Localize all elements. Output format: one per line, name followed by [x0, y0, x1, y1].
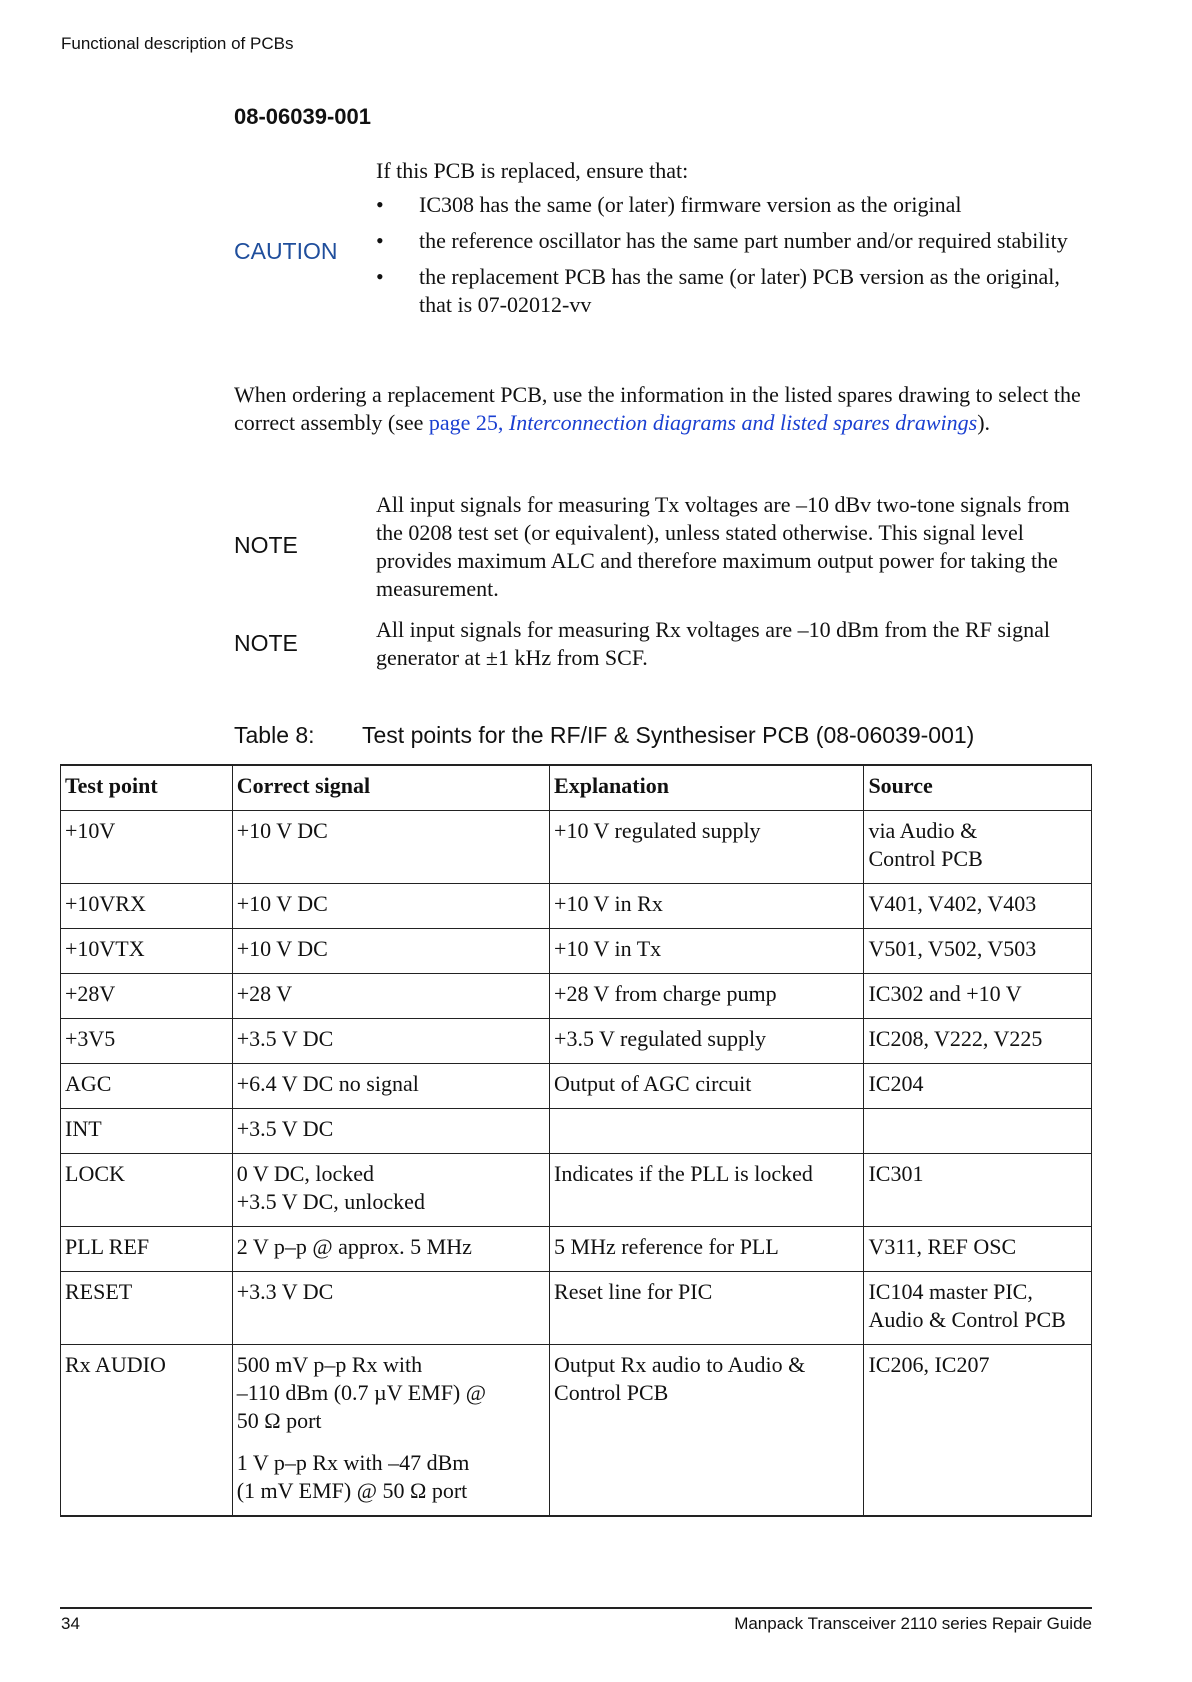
table-title: Test points for the RF/IF & Synthesiser PCB (08-06039-001)	[362, 722, 975, 748]
table-number: Table 8:	[234, 722, 315, 748]
table-row	[61, 929, 1092, 974]
caution-item-text: the replacement PCB has the same (or later) PCB version as the original, that is 07-02012-vv	[419, 264, 1060, 317]
cell-signal: 2 V p–p @ approx. 5 MHz	[232, 1227, 549, 1272]
caution-item-text: the reference oscillator has the same part number and/or required stability	[419, 228, 1068, 253]
cell-test-point: INT	[61, 1109, 233, 1154]
cell-test-point: RESET	[61, 1272, 233, 1345]
table-row	[61, 1019, 1092, 1064]
table-row	[61, 1272, 1092, 1345]
table-row	[61, 974, 1092, 1019]
document-title: Manpack Transceiver 2110 series Repair Guide	[734, 1614, 1092, 1633]
ordering-text: When ordering a replacement PCB, use the information in the listed spares drawing to select the correct assembly (see	[234, 382, 1081, 435]
cell-source: IC302 and +10 V	[864, 974, 1092, 1019]
footer-rule	[60, 1607, 1092, 1609]
running-header: Functional description of PCBs	[61, 34, 294, 53]
bullet: •	[376, 264, 384, 289]
cell-test-point: PLL REF	[61, 1227, 233, 1272]
cell-explanation: +10 V regulated supply	[550, 811, 864, 884]
note-body-tx: All input signals for measuring Tx voltages are –10 dBv two-tone signals from the 0208 test set (or equivalent), unless stated otherwise. This signal level provides maximum ALC and therefore maximum output power for taking the measurement.	[376, 492, 1070, 601]
cell-test-point: +10VTX	[61, 929, 233, 974]
note-label: NOTE	[234, 532, 298, 558]
cell-source: V311, REF OSC	[864, 1227, 1092, 1272]
cell-signal: +3.3 V DC	[232, 1272, 549, 1345]
section-heading: 08-06039-001	[234, 104, 372, 129]
cell-explanation: Output of AGC circuit	[550, 1064, 864, 1109]
cell-test-point: +28V	[61, 974, 233, 1019]
bullet: •	[376, 192, 384, 217]
cell-source: via Audio & Control PCB	[864, 811, 1092, 884]
cell-signal: +3.5 V DC	[232, 1109, 549, 1154]
cell-explanation: +28 V from charge pump	[550, 974, 864, 1019]
table-caption	[234, 722, 974, 749]
table-row	[61, 1109, 1092, 1154]
cell-explanation: +10 V in Rx	[550, 884, 864, 929]
cell-signal: +10 V DC	[232, 929, 549, 974]
caution-bullet-item	[376, 263, 1096, 319]
column-header: Source	[864, 765, 1092, 811]
page-link[interactable]: page 25,	[428, 410, 509, 435]
cell-explanation: +3.5 V regulated supply	[550, 1019, 864, 1064]
cell-source: IC301	[864, 1154, 1092, 1227]
table-row	[61, 884, 1092, 929]
table-row	[61, 1064, 1092, 1109]
cell-test-point: AGC	[61, 1064, 233, 1109]
cell-signal: +10 V DC	[232, 811, 549, 884]
cell-signal: 500 mV p–p Rx with –110 dBm (0.7 µV EMF) @ 50 Ω port 1 V p–p Rx with –47 dBm (1 mV EMF) @ 50 Ω port	[232, 1345, 549, 1517]
table-row	[61, 1227, 1092, 1272]
note-label: NOTE	[234, 630, 298, 656]
cell-signal: +6.4 V DC no signal	[232, 1064, 549, 1109]
cell-explanation: Indicates if the PLL is locked	[550, 1154, 864, 1227]
table-row	[61, 1345, 1092, 1517]
cell-explanation: Output Rx audio to Audio & Control PCB	[550, 1345, 864, 1517]
cell-signal: +28 V	[232, 974, 549, 1019]
cell-explanation: Reset line for PIC	[550, 1272, 864, 1345]
caution-label: CAUTION	[234, 238, 338, 264]
cross-reference-link[interactable]: Interconnection diagrams and listed spares drawings	[508, 410, 978, 435]
caution-intro: If this PCB is replaced, ensure that:	[376, 158, 689, 183]
cell-source: IC104 master PIC, Audio & Control PCB	[864, 1272, 1092, 1345]
cell-source	[864, 1109, 1092, 1154]
cell-test-point: +10VRX	[61, 884, 233, 929]
cell-source: IC204	[864, 1064, 1092, 1109]
ordering-text-end: ).	[977, 410, 991, 435]
cell-source: IC208, V222, V225	[864, 1019, 1092, 1064]
caution-bullet-item	[376, 191, 1096, 219]
table-row	[61, 1154, 1092, 1227]
ordering-paragraph	[234, 381, 1094, 437]
cell-signal: +10 V DC	[232, 884, 549, 929]
table-row	[61, 811, 1092, 884]
note-body-rx: All input signals for measuring Rx voltages are –10 dBm from the RF signal generator at ±1 kHz from SCF.	[376, 617, 1050, 670]
column-header: Test point	[61, 765, 233, 811]
cell-signal: +3.5 V DC	[232, 1019, 549, 1064]
column-header: Correct signal	[232, 765, 549, 811]
cell-source: IC206, IC207	[864, 1345, 1092, 1517]
table-header-row	[61, 765, 1092, 811]
test-points-table	[60, 764, 1092, 1517]
cell-test-point: LOCK	[61, 1154, 233, 1227]
cell-explanation	[550, 1109, 864, 1154]
caution-body	[376, 157, 1096, 327]
page-number: 34	[61, 1614, 80, 1633]
cell-signal: 0 V DC, locked +3.5 V DC, unlocked	[232, 1154, 549, 1227]
caution-item-text: IC308 has the same (or later) firmware version as the original	[419, 192, 962, 217]
cell-explanation: +10 V in Tx	[550, 929, 864, 974]
bullet: •	[376, 228, 384, 253]
cell-test-point: +3V5	[61, 1019, 233, 1064]
caution-bullet-item	[376, 227, 1096, 255]
column-header: Explanation	[550, 765, 864, 811]
cell-source: V501, V502, V503	[864, 929, 1092, 974]
cell-test-point: Rx AUDIO	[61, 1345, 233, 1517]
cell-explanation: 5 MHz reference for PLL	[550, 1227, 864, 1272]
cell-source: V401, V402, V403	[864, 884, 1092, 929]
cell-test-point: +10V	[61, 811, 233, 884]
